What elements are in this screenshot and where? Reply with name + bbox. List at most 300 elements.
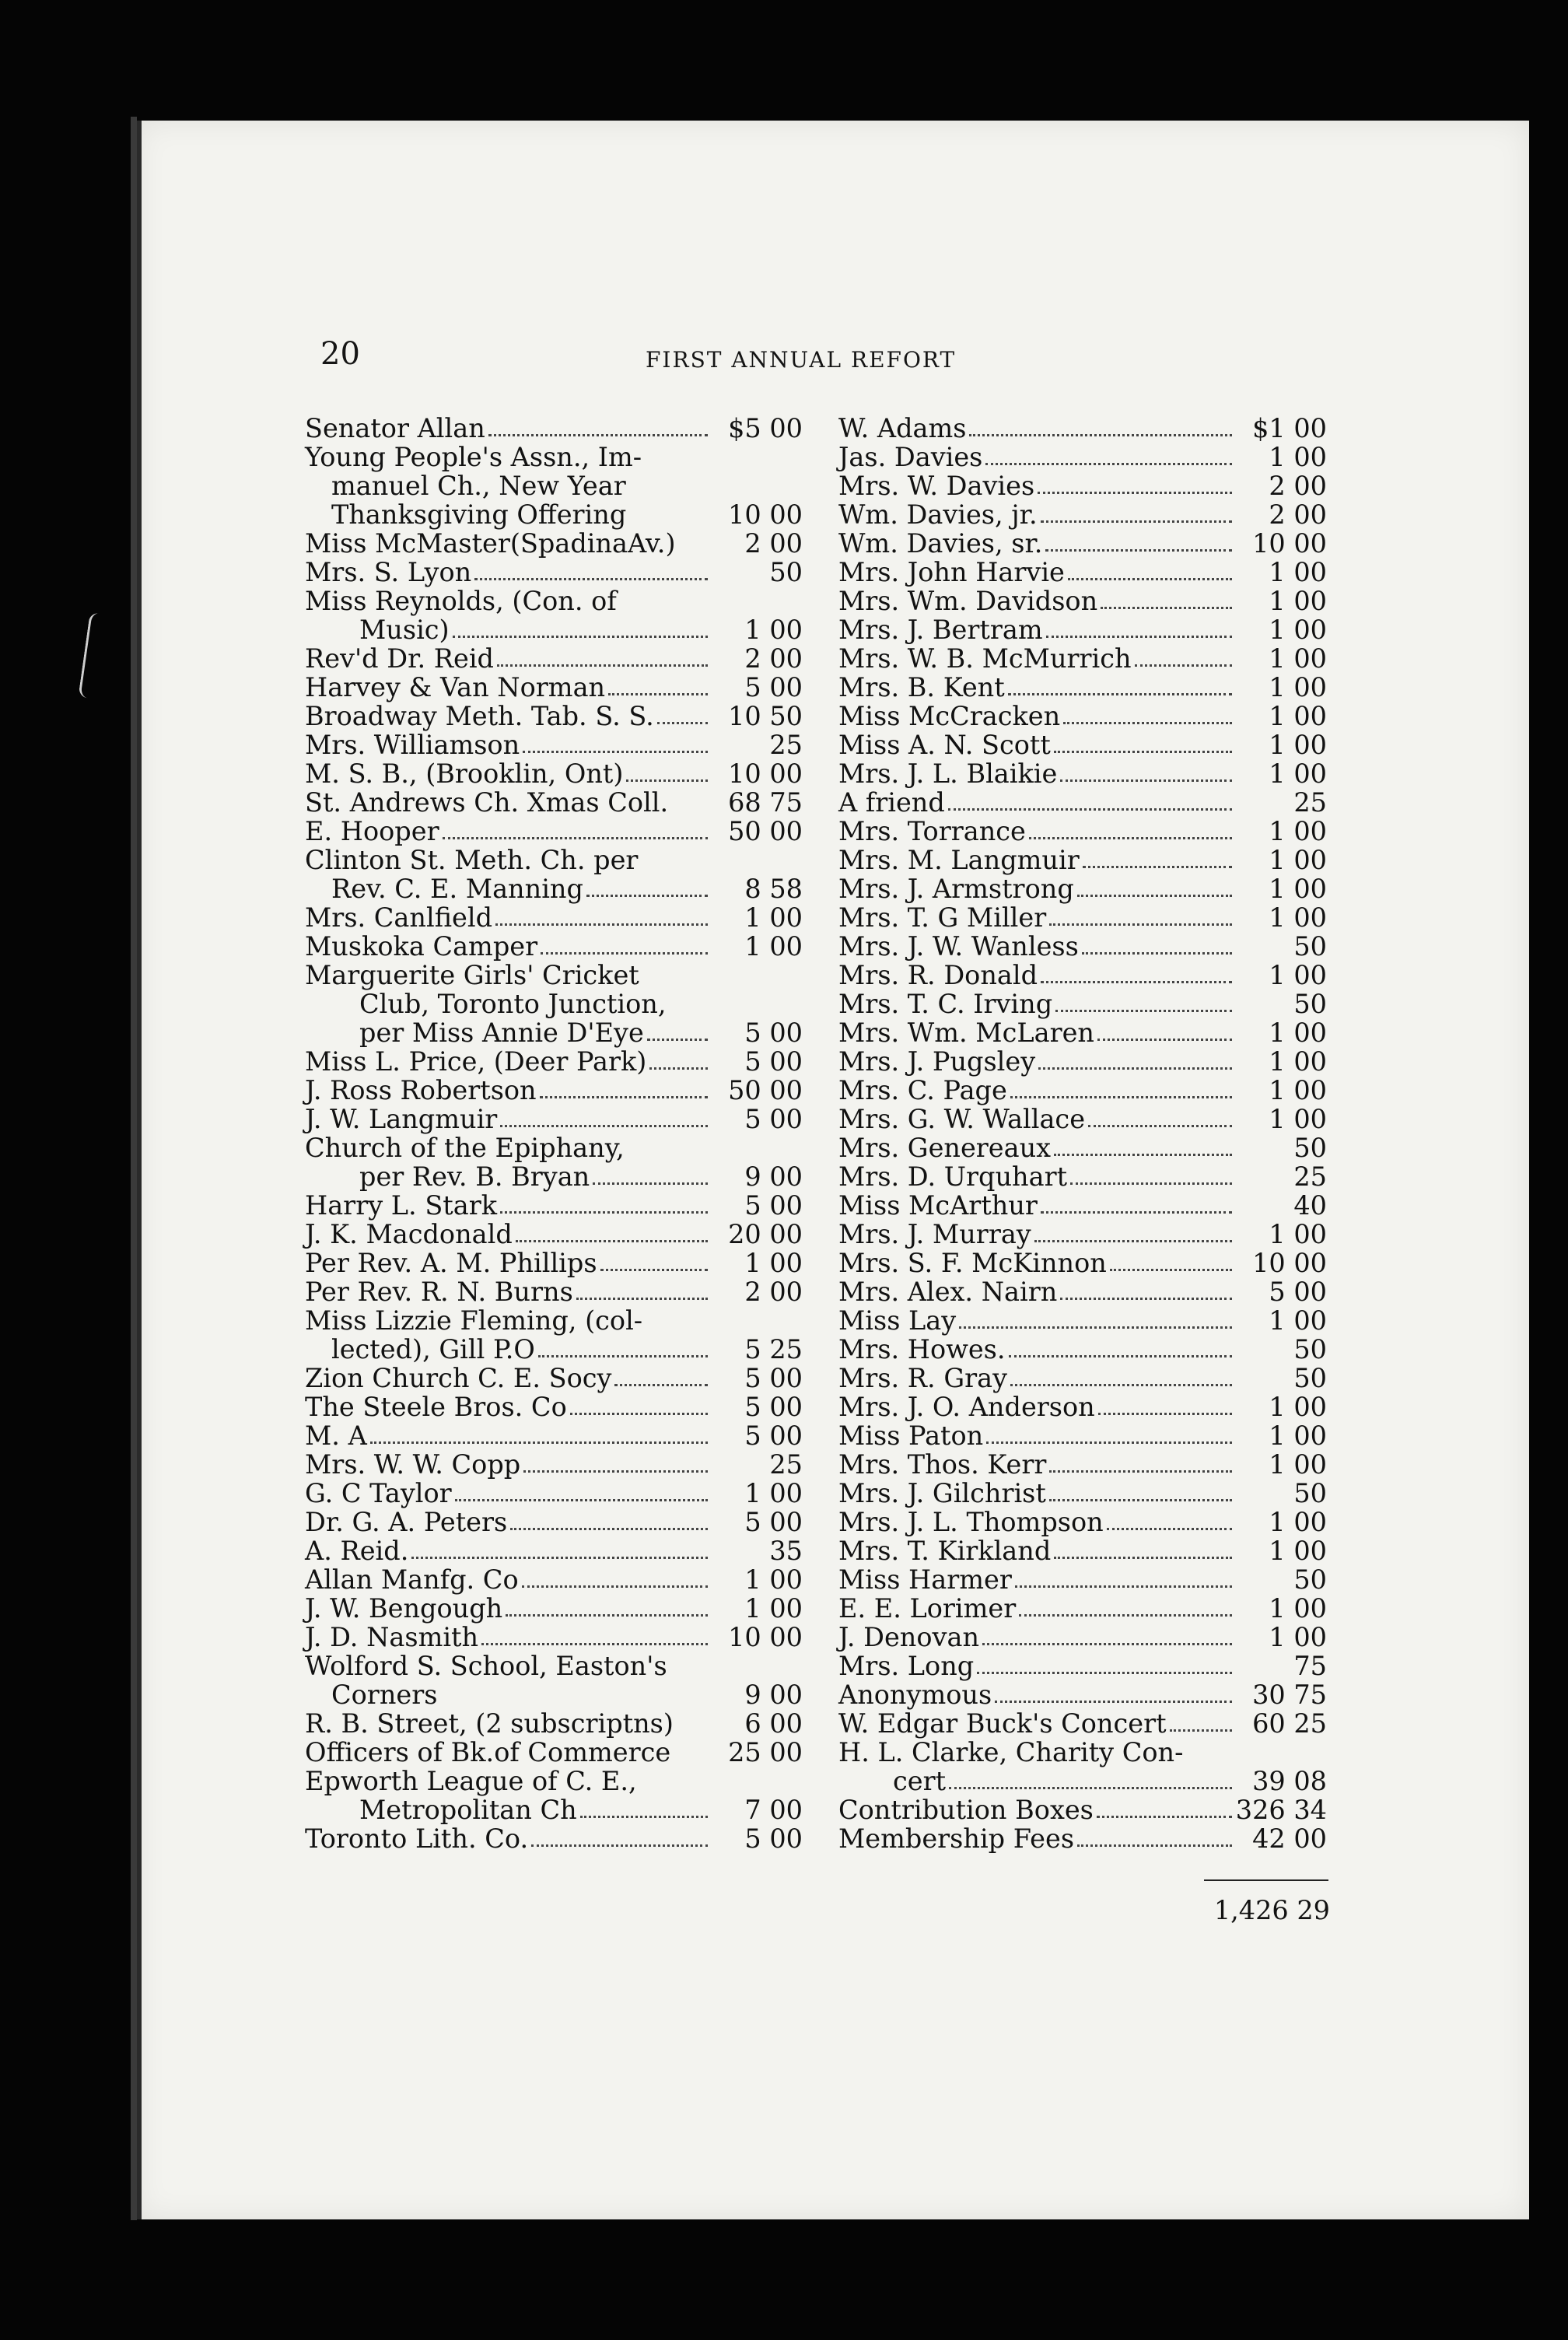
left-column-list xyxy=(305,414,803,1853)
contribution-amount: 10 50 xyxy=(728,701,803,731)
contribution-amount: 25 xyxy=(1293,787,1327,818)
contribution-amount: 25 xyxy=(1293,1161,1327,1192)
contribution-entry xyxy=(305,874,803,903)
contributor-name: Mrs. J. Bertram xyxy=(838,615,1043,645)
contributor-name: Mrs. R. Gray xyxy=(838,1363,1007,1393)
dot-leader xyxy=(1010,1095,1232,1098)
dot-leader xyxy=(1049,1498,1232,1501)
contribution-entry xyxy=(305,702,803,730)
contributor-name: Per Rev. A. M. Phillips xyxy=(305,1248,597,1278)
contribution-entry xyxy=(838,1191,1327,1220)
dot-leader xyxy=(969,433,1232,436)
contribution-entry xyxy=(305,1306,803,1335)
contribution-amount: 1 00 xyxy=(1269,1622,1327,1652)
dot-leader xyxy=(540,1095,708,1098)
dot-leader xyxy=(495,923,708,926)
dot-leader xyxy=(629,520,708,521)
contribution-amount: 25 00 xyxy=(728,1737,803,1767)
contribution-amount: 10 00 xyxy=(1252,1248,1327,1278)
contributor-name: Mrs. Howes. xyxy=(838,1334,1006,1364)
dot-leader xyxy=(1049,1470,1232,1473)
dot-leader xyxy=(620,607,708,608)
contribution-entry xyxy=(838,1536,1327,1565)
contribution-entry xyxy=(838,1277,1327,1306)
contribution-amount: 5 00 xyxy=(1269,1277,1327,1307)
contributor-name: Membership Fees xyxy=(838,1823,1075,1854)
dot-leader xyxy=(1097,1815,1232,1818)
contributor-name: Metropolitan Ch xyxy=(359,1795,577,1825)
dot-leader xyxy=(1054,750,1232,753)
dot-leader xyxy=(455,1498,708,1501)
contribution-amount: 5 00 xyxy=(744,672,803,702)
contributor-name: J. W. Bengough xyxy=(305,1593,503,1624)
contributor-name: Clinton St. Meth. Ch. per xyxy=(305,845,639,875)
contribution-amount: 5 00 xyxy=(744,1046,803,1077)
contributor-name: St. Andrews Ch. Xmas Coll. xyxy=(305,787,669,818)
contribution-amount: 50 xyxy=(1293,1133,1327,1163)
contributor-name: Mrs. J. Pugsley xyxy=(838,1046,1036,1077)
contribution-entry xyxy=(305,961,803,990)
contribution-amount: 2 00 xyxy=(744,528,803,559)
contribution-entry xyxy=(305,1565,803,1594)
contribution-amount: 2 00 xyxy=(1269,499,1327,530)
contributor-name: R. B. Street, (2 subscriptns) xyxy=(305,1708,674,1739)
dot-leader xyxy=(1098,1412,1232,1415)
dot-leader xyxy=(1038,1067,1232,1070)
contribution-entry xyxy=(305,730,803,759)
contributor-name: Mrs. M. Langmuir xyxy=(838,845,1080,875)
contribution-amount: 10 00 xyxy=(1252,528,1327,559)
contribution-entry xyxy=(838,903,1327,932)
contributor-name: Church of the Epiphany, xyxy=(305,1133,625,1163)
contributor-name: Wolford S. School, Easton's xyxy=(305,1651,667,1681)
dot-leader xyxy=(1082,951,1232,955)
contribution-amount: 5 00 xyxy=(744,1363,803,1393)
dot-leader xyxy=(949,1786,1232,1789)
contributor-name: Mrs. S. Lyon xyxy=(305,557,472,587)
dot-leader xyxy=(1015,1585,1232,1588)
dot-leader xyxy=(1008,692,1232,695)
contribution-entry xyxy=(305,788,803,817)
contributor-name: Mrs. T. C. Irving xyxy=(838,989,1053,1019)
contribution-amount: 40 xyxy=(1293,1190,1327,1221)
contribution-amount: 50 xyxy=(1293,989,1327,1019)
contribution-entry xyxy=(838,846,1327,874)
dot-leader xyxy=(481,1642,708,1645)
contributor-name: Zion Church C. E. Socy xyxy=(305,1363,612,1393)
dot-leader xyxy=(642,981,708,982)
contribution-amount: 1 00 xyxy=(1269,1219,1327,1249)
contribution-amount: 10 00 xyxy=(728,499,803,530)
contribution-entry xyxy=(838,1306,1327,1335)
contribution-entry xyxy=(305,1450,803,1479)
contributor-name: Miss Lay xyxy=(838,1305,957,1336)
contribution-entry xyxy=(838,529,1327,558)
contributor-name: Mrs. S. F. McKinnon xyxy=(838,1248,1107,1278)
dot-leader xyxy=(600,1268,708,1271)
dot-leader xyxy=(1170,1729,1232,1732)
contributor-name: Mrs. Long xyxy=(838,1651,975,1681)
dot-leader xyxy=(1055,1009,1232,1012)
dot-leader xyxy=(614,1383,708,1386)
contribution-entry xyxy=(838,932,1327,961)
contribution-entry xyxy=(838,1076,1327,1105)
contributor-name: Marguerite Girls' Cricket xyxy=(305,960,639,990)
contribution-amount: 50 xyxy=(769,557,803,587)
contribution-amount: 326 34 xyxy=(1235,1795,1327,1825)
contributor-name: Mrs. Wm. Davidson xyxy=(838,586,1098,616)
dot-leader xyxy=(516,1239,708,1242)
contributor-name: Club, Toronto Junction, xyxy=(359,989,667,1019)
contribution-entry xyxy=(838,1709,1327,1738)
contribution-amount: 5 00 xyxy=(744,1392,803,1422)
dot-leader xyxy=(670,1672,708,1673)
dot-leader xyxy=(674,1758,708,1759)
contribution-amount: 1 00 xyxy=(1269,758,1327,789)
contributor-name: Miss McMaster(SpadinaAv.) xyxy=(305,528,676,559)
page-number: 20 xyxy=(320,336,360,372)
contribution-entry xyxy=(305,1652,803,1680)
dot-leader xyxy=(959,1326,1232,1329)
contribution-entry xyxy=(305,1680,803,1709)
contributor-name: Young People's Assn., Im- xyxy=(305,442,642,472)
contributor-name: Mrs. Canlfield xyxy=(305,902,493,933)
contributor-name: Mrs. T. G Miller xyxy=(838,902,1047,933)
contributor-name: Miss McCracken xyxy=(838,701,1061,731)
contribution-entry xyxy=(838,500,1327,529)
contributor-name: Mrs. G. W. Wallace xyxy=(838,1104,1086,1134)
contributor-name: Mrs. Thos. Kerr xyxy=(838,1449,1047,1480)
contribution-entry xyxy=(838,1335,1327,1364)
contributor-name: G. C Taylor xyxy=(305,1478,452,1508)
contribution-amount: 1 00 xyxy=(744,1248,803,1278)
contributor-name: Mrs. D. Urquhart xyxy=(838,1161,1068,1192)
contribution-entry xyxy=(838,1105,1327,1133)
dot-leader xyxy=(1041,980,1232,983)
contribution-amount: 1 00 xyxy=(1269,1449,1327,1480)
dot-leader xyxy=(1045,548,1232,552)
contribution-amount: 5 00 xyxy=(744,1507,803,1537)
contribution-entry xyxy=(305,1191,803,1220)
dot-leader xyxy=(1186,1758,1232,1759)
contributor-name: Rev'd Dr. Reid xyxy=(305,643,494,674)
contributor-name: E. Hooper xyxy=(305,816,439,846)
dot-leader xyxy=(1038,491,1232,494)
dot-leader xyxy=(1049,923,1232,926)
contribution-entry xyxy=(305,1364,803,1392)
contribution-entry xyxy=(838,1479,1327,1508)
dot-leader xyxy=(671,808,708,809)
dot-leader xyxy=(1088,1124,1232,1127)
dot-leader xyxy=(1041,520,1232,523)
dot-leader xyxy=(977,1671,1232,1674)
contributor-name: Mrs. Williamson xyxy=(305,730,520,760)
contributor-name: M. S. B., (Brooklin, Ont) xyxy=(305,758,624,789)
dot-leader xyxy=(474,577,708,580)
contribution-entry xyxy=(305,990,803,1018)
dot-leader xyxy=(1054,1556,1232,1559)
contribution-entry xyxy=(838,1421,1327,1450)
contribution-entry xyxy=(838,1018,1327,1047)
contribution-entry xyxy=(305,414,803,443)
contribution-amount: 50 xyxy=(1293,1564,1327,1595)
contribution-amount: 1 00 xyxy=(1269,1018,1327,1048)
contribution-entry xyxy=(305,443,803,471)
contribution-entry xyxy=(305,1277,803,1306)
contribution-entry xyxy=(838,644,1327,673)
contribution-entry xyxy=(838,1133,1327,1162)
contribution-amount: 1 00 xyxy=(1269,1104,1327,1134)
running-head: FIRST ANNUAL REFORT xyxy=(646,347,957,373)
contribution-entry xyxy=(305,587,803,615)
contribution-amount: 1 00 xyxy=(744,931,803,962)
contributor-name: Contribution Boxes xyxy=(838,1795,1094,1825)
contributor-name: Mrs. R. Donald xyxy=(838,960,1038,990)
contributor-name: Mrs. B. Kent xyxy=(838,672,1005,702)
contribution-amount: 39 08 xyxy=(1252,1766,1327,1796)
dot-leader xyxy=(506,1613,708,1617)
contribution-entry xyxy=(305,1421,803,1450)
contributor-name: J. K. Macdonald xyxy=(305,1219,513,1249)
contribution-entry xyxy=(838,1795,1327,1824)
contribution-amount: 5 00 xyxy=(744,1823,803,1854)
contributor-name: per Miss Annie D'Eye xyxy=(359,1018,644,1048)
right-column-list xyxy=(838,414,1327,1853)
contributor-name: Miss Lizzie Fleming, (col- xyxy=(305,1305,643,1336)
contributor-name: Allan Manfg. Co xyxy=(305,1564,519,1595)
contribution-amount: 1 00 xyxy=(744,615,803,645)
dot-leader xyxy=(1070,1182,1232,1185)
contribution-entry xyxy=(305,1105,803,1133)
contribution-entry xyxy=(838,1392,1327,1421)
dot-leader xyxy=(1097,1038,1232,1041)
dot-leader xyxy=(500,1124,708,1127)
contribution-amount: 75 xyxy=(1293,1651,1327,1681)
contribution-entry xyxy=(305,1709,803,1738)
contribution-amount: 2 00 xyxy=(744,643,803,674)
dot-leader xyxy=(1060,1297,1232,1300)
contributor-name: Corners xyxy=(331,1680,438,1710)
dot-leader xyxy=(626,779,708,782)
contribution-entry xyxy=(305,1479,803,1508)
contributor-name: E. E. Lorimer xyxy=(838,1593,1017,1624)
contribution-amount: 50 xyxy=(1293,1334,1327,1364)
contributor-name: per Rev. B. Bryan xyxy=(359,1161,590,1192)
contribution-amount: 1 00 xyxy=(1269,902,1327,933)
dot-leader xyxy=(593,1182,708,1185)
contribution-amount: 30 75 xyxy=(1252,1680,1327,1710)
dot-leader xyxy=(1135,664,1232,667)
contribution-entry xyxy=(838,414,1327,443)
dot-leader xyxy=(1009,1354,1232,1357)
contribution-entry xyxy=(305,932,803,961)
contribution-entry xyxy=(838,673,1327,702)
contribution-amount: 10 00 xyxy=(728,758,803,789)
contribution-amount: 6 00 xyxy=(744,1708,803,1739)
contribution-entry xyxy=(838,1508,1327,1536)
contribution-entry xyxy=(838,702,1327,730)
contribution-amount: 68 75 xyxy=(728,787,803,818)
contribution-entry xyxy=(838,1738,1327,1767)
contribution-entry xyxy=(305,903,803,932)
contributor-name: Wm. Davies, jr. xyxy=(838,499,1038,530)
contribution-entry xyxy=(838,1220,1327,1249)
contribution-entry xyxy=(838,587,1327,615)
dot-leader xyxy=(640,1787,708,1788)
contribution-entry xyxy=(838,961,1327,990)
contributor-name: Jas. Davies xyxy=(838,442,983,472)
dot-leader xyxy=(1060,779,1232,782)
contributor-name: Thanksgiving Offering xyxy=(331,499,627,530)
contribution-amount: 7 00 xyxy=(744,1795,803,1825)
contribution-amount: 1 00 xyxy=(1269,1305,1327,1336)
contribution-entry xyxy=(305,1508,803,1536)
contribution-entry xyxy=(838,471,1327,500)
contribution-entry xyxy=(305,1249,803,1277)
contribution-amount: 1 00 xyxy=(1269,1046,1327,1077)
dot-leader xyxy=(1063,721,1232,724)
dot-leader xyxy=(657,721,708,724)
contributor-name: Mrs. W. B. McMurrich xyxy=(838,643,1132,674)
contributor-name: J. Ross Robertson xyxy=(305,1075,537,1105)
contribution-entry xyxy=(305,500,803,529)
grand-total: 1,426 29 xyxy=(1213,1895,1330,1925)
dot-leader xyxy=(1068,577,1232,580)
contribution-amount: 1 00 xyxy=(1269,586,1327,616)
contributor-name: Mrs. J. Gilchrist xyxy=(838,1478,1046,1508)
contribution-entry xyxy=(838,1450,1327,1479)
contributor-name: Muskoka Camper xyxy=(305,931,538,962)
contributor-name: Mrs. W. Davies xyxy=(838,471,1035,501)
contribution-amount: 5 25 xyxy=(744,1334,803,1364)
contribution-entry xyxy=(305,1738,803,1767)
contributor-name: Mrs. Wm. McLaren xyxy=(838,1018,1094,1048)
dot-leader xyxy=(1034,1239,1232,1242)
contribution-entry xyxy=(838,1594,1327,1623)
contributor-name: lected), Gill P.O xyxy=(331,1334,535,1364)
contributor-name: Broadway Meth. Tab. S. S. xyxy=(305,701,654,731)
contributor-name: Officers of Bk.of Commerce xyxy=(305,1737,671,1767)
dot-leader xyxy=(1083,865,1232,868)
contributor-name: Harvey & Van Norman xyxy=(305,672,606,702)
contributor-name: manuel Ch., New Year xyxy=(331,471,626,501)
contributor-name: M. A xyxy=(305,1420,367,1451)
contribution-amount: 1 00 xyxy=(1269,845,1327,875)
contribution-amount: $1 00 xyxy=(1252,413,1327,443)
contributor-name: Per Rev. R. N. Burns xyxy=(305,1277,573,1307)
dot-leader xyxy=(523,1470,708,1473)
contribution-amount: 1 00 xyxy=(1269,643,1327,674)
contribution-entry xyxy=(838,1249,1327,1277)
contributor-name: Dr. G. A. Peters xyxy=(305,1507,508,1537)
dot-leader xyxy=(531,1844,708,1847)
contributor-name: Mrs. Alex. Nairn xyxy=(838,1277,1058,1307)
contribution-amount: 1 00 xyxy=(1269,960,1327,990)
dot-leader xyxy=(1041,1210,1232,1214)
contributor-name: Miss McArthur xyxy=(838,1190,1038,1221)
contribution-entry xyxy=(838,1767,1327,1795)
contribution-amount: 5 00 xyxy=(744,1018,803,1048)
dot-leader xyxy=(608,692,708,695)
contributor-name: J. Denovan xyxy=(838,1622,980,1652)
dot-leader xyxy=(497,664,708,667)
dot-leader xyxy=(570,1412,708,1415)
contributor-name: Mrs. Torrance xyxy=(838,816,1026,846)
contributor-name: H. L. Clarke, Charity Con- xyxy=(838,1737,1184,1767)
contribution-entry xyxy=(305,1594,803,1623)
contributor-name: A. Reid. xyxy=(305,1536,409,1566)
dot-leader xyxy=(646,1326,708,1327)
contribution-amount: 9 00 xyxy=(744,1161,803,1192)
dot-leader xyxy=(995,1700,1232,1703)
contribution-amount: 1 00 xyxy=(1269,1593,1327,1624)
contribution-entry xyxy=(305,1623,803,1652)
contribution-amount: $5 00 xyxy=(728,413,803,443)
dot-leader xyxy=(586,894,708,897)
contribution-amount: 1 00 xyxy=(1269,615,1327,645)
contribution-amount: 1 00 xyxy=(1269,557,1327,587)
dot-leader xyxy=(1010,1383,1232,1386)
dot-leader xyxy=(510,1527,708,1530)
dot-leader xyxy=(1054,1153,1232,1156)
dot-leader xyxy=(541,951,708,955)
dot-leader xyxy=(1077,1844,1232,1847)
contribution-entry xyxy=(838,990,1327,1018)
dot-leader xyxy=(538,1354,708,1357)
contribution-amount: 1 00 xyxy=(1269,1075,1327,1105)
contribution-entry xyxy=(838,1364,1327,1392)
contribution-amount: 5 00 xyxy=(744,1420,803,1451)
contributor-name: Miss A. N. Scott xyxy=(838,730,1051,760)
contribution-entry xyxy=(838,817,1327,846)
dot-leader xyxy=(522,1585,708,1588)
contributor-name: W. Adams xyxy=(838,413,967,443)
dot-leader xyxy=(580,1815,708,1818)
contribution-entry xyxy=(838,1565,1327,1594)
contribution-amount: 5 00 xyxy=(744,1190,803,1221)
contribution-entry xyxy=(305,615,803,644)
contribution-amount: 1 00 xyxy=(1269,442,1327,472)
dot-leader xyxy=(453,635,708,638)
contribution-amount: 1 00 xyxy=(1269,816,1327,846)
contribution-entry xyxy=(838,1047,1327,1076)
contributor-name: Mrs. J. Murray xyxy=(838,1219,1031,1249)
contribution-amount: 5 00 xyxy=(744,1104,803,1134)
contribution-entry xyxy=(305,1133,803,1162)
contributor-name: Rev. C. E. Manning xyxy=(331,874,583,904)
contribution-entry xyxy=(838,615,1327,644)
dot-leader xyxy=(1107,1527,1232,1530)
contribution-entry xyxy=(838,788,1327,817)
contribution-entry xyxy=(305,1047,803,1076)
contribution-amount: 35 xyxy=(769,1536,803,1566)
contribution-entry xyxy=(305,1076,803,1105)
contributor-name: Harry L. Stark xyxy=(305,1190,498,1221)
contribution-amount: 1 00 xyxy=(744,1593,803,1624)
contributor-name: Wm. Davies, sr. xyxy=(838,528,1043,559)
total-rule xyxy=(1204,1879,1328,1881)
contributor-name: Mrs. Genereaux xyxy=(838,1133,1052,1163)
contribution-entry xyxy=(305,846,803,874)
contributor-name: Mrs. C. Page xyxy=(838,1075,1007,1105)
contributor-name: Mrs. J. Armstrong xyxy=(838,874,1074,904)
contributor-name: A friend xyxy=(838,787,945,818)
dot-leader xyxy=(523,750,708,753)
dot-leader xyxy=(443,836,708,839)
contributor-name: Mrs. J. L. Thompson xyxy=(838,1507,1104,1537)
dot-leader xyxy=(649,1067,708,1070)
contributor-name: Toronto Lith. Co. xyxy=(305,1823,529,1854)
